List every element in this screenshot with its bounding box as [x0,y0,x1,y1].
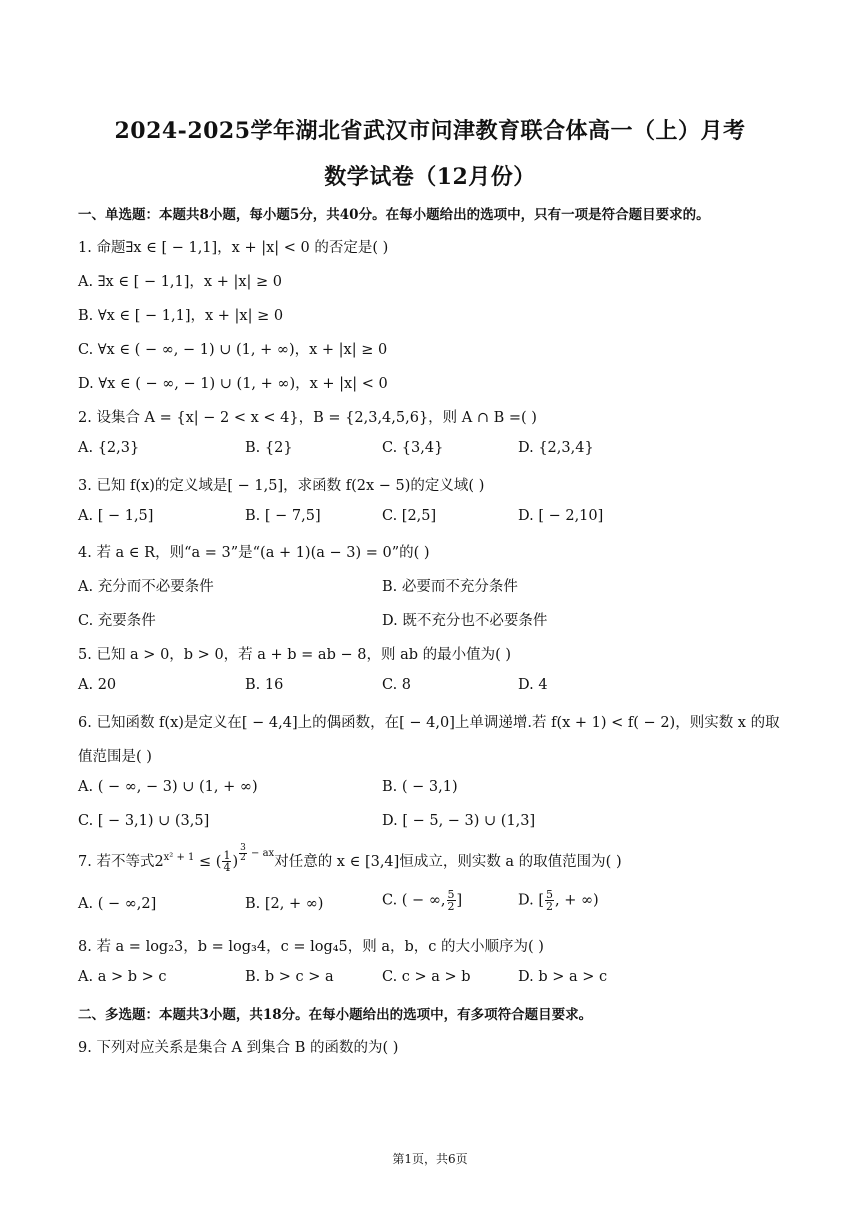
q7-c-num: 5 [447,888,455,901]
q8-option-c: C. c > a > b [382,969,471,985]
q7-option-a: A. ( − ∞,2] [78,896,157,912]
q8-option-b: B. b > c > a [245,969,334,985]
q9-stem: 9. 下列对应关系是集合 A 到集合 B 的函数的为( ) [78,1040,399,1056]
q6-option-c: C. [ − 3,1) ∪ (3,5] [78,813,210,829]
q7-le: ≤ ( [194,853,222,870]
q1-option-a: A. ∃x ∈ [ − 1,1]，x + |x| ≥ 0 [78,274,283,290]
q7-option-c [382,889,462,912]
q7-frac-den: 4 [223,861,231,875]
q7-d-den: 2 [545,900,553,913]
q1-option-d: D. ∀x ∈ ( − ∞, − 1) ∪ (1, + ∞)，x + |x| < 0 [78,376,388,392]
q6-stem-line2: 值范围是( ) [78,749,152,765]
q2-option-c: C. {3,4} [382,440,444,456]
q3-option-b: B. [ − 7,5] [245,508,321,524]
q7-stem-prefix: 7. 若不等式2 [78,853,164,870]
q4-option-d: D. 既不充分也不必要条件 [382,613,548,629]
q7-exponent-1: x² + 1 [163,852,195,863]
q5-option-d: D. 4 [518,677,548,693]
q4-stem: 4. 若 a ∈ R，则“a = 3”是“(a + 1)(a − 3) = 0”的( ) [78,545,430,561]
section-multiple-choice-heading: 二、多选题：本题共3小题，共18分。在每小题给出的选项中，有多项符合题目要求。 [78,1007,593,1023]
q5-option-a: A. 20 [78,677,117,693]
q7-option-b: B. [2, + ∞) [245,896,324,912]
q7-exponent-2 [238,843,275,863]
q7-exp2-rest: − ax [247,848,275,859]
q1-stem: 1. 命题∃x ∈ [ − 1,1]，x + |x| < 0 的否定是( ) [78,240,389,256]
q6-option-b: B. ( − 3,1) [382,779,458,795]
q6-stem-line1: 6. 已知函数 f(x)是定义在[ − 4,4]上的偶函数，在[ − 4,0]上单调递增.若 f(x + 1) < f( − 2)，则实数 x 的取 [78,715,780,731]
q7-c-fraction [447,889,456,912]
q4-option-c: C. 充要条件 [78,613,156,629]
q2-stem: 2. 设集合 A = {x| − 2 < x < 4}，B = {2,3,4,5,6}，则 A ∩ B =( ) [78,410,537,426]
q6-option-a: A. ( − ∞, − 3) ∪ (1, + ∞) [78,779,258,795]
q8-option-a: A. a > b > c [78,969,167,985]
q7-rparen: ) [232,853,239,870]
q2-option-b: B. {2} [245,440,293,456]
section-single-choice-heading: 一、单选题：本题共8小题，每小题5分，共40分。在每小题给出的选项中，只有一项是符合题目要求的。 [78,207,710,223]
q7-exp2-den: 2 [240,853,246,863]
q8-stem: 8. 若 a = log₂3，b = log₃4，c = log₄5，则 a，b，c 的大小顺序为( ) [78,939,544,955]
exam-title-line2: 数学试卷（12月份） [324,164,536,190]
q1-option-b: B. ∀x ∈ [ − 1,1]，x + |x| ≥ 0 [78,308,284,324]
q7-d-num: 5 [545,888,553,901]
q4-option-b: B. 必要而不充分条件 [382,579,518,595]
q3-option-a: A. [ − 1,5] [78,508,154,524]
q7-c-post: ] [456,892,463,909]
q2-option-a: A. {2,3} [78,440,140,456]
q8-option-d: D. b > a > c [518,969,608,985]
q5-stem: 5. 已知 a > 0，b > 0，若 a + b = ab − 8，则 ab 的最小值为( ) [78,647,512,663]
q5-option-c: C. 8 [382,677,412,693]
q5-option-b: B. 16 [245,677,284,693]
q3-stem: 3. 已知 f(x)的定义域是[ − 1,5]，求函数 f(2x − 5)的定义域( ) [78,478,485,494]
q2-option-d: D. {2,3,4} [518,440,594,456]
q3-option-d: D. [ − 2,10] [518,508,604,524]
q7-stem-suffix: 对任意的 x ∈ [3,4]恒成立，则实数 a 的取值范围为( ) [274,853,622,870]
q3-option-c: C. [2,5] [382,508,437,524]
q7-exp2-num: 3 [240,843,246,853]
q7-c-den: 2 [447,900,455,913]
q6-option-d: D. [ − 5, − 3) ∪ (1,3] [382,813,536,829]
q7-fraction [222,850,231,873]
q7-c-pre: C. ( − ∞, [382,892,446,909]
q4-option-a: A. 充分而不必要条件 [78,579,214,595]
exam-title-line1: 2024-2025学年湖北省武汉市问津教育联合体高一（上）月考 [114,118,746,144]
q7-d-fraction [545,889,554,912]
q7-option-d [518,889,599,912]
q7-stem [78,843,622,875]
page-footer: 第1页，共6页 [392,1152,468,1166]
q7-exp2-fraction [239,844,247,863]
q7-d-post: , + ∞) [554,892,599,909]
q1-option-c: C. ∀x ∈ ( − ∞, − 1) ∪ (1, + ∞)，x + |x| ≥ 0 [78,342,388,358]
q7-frac-num: 1 [223,849,231,863]
q7-d-pre: D. [ [518,892,544,909]
